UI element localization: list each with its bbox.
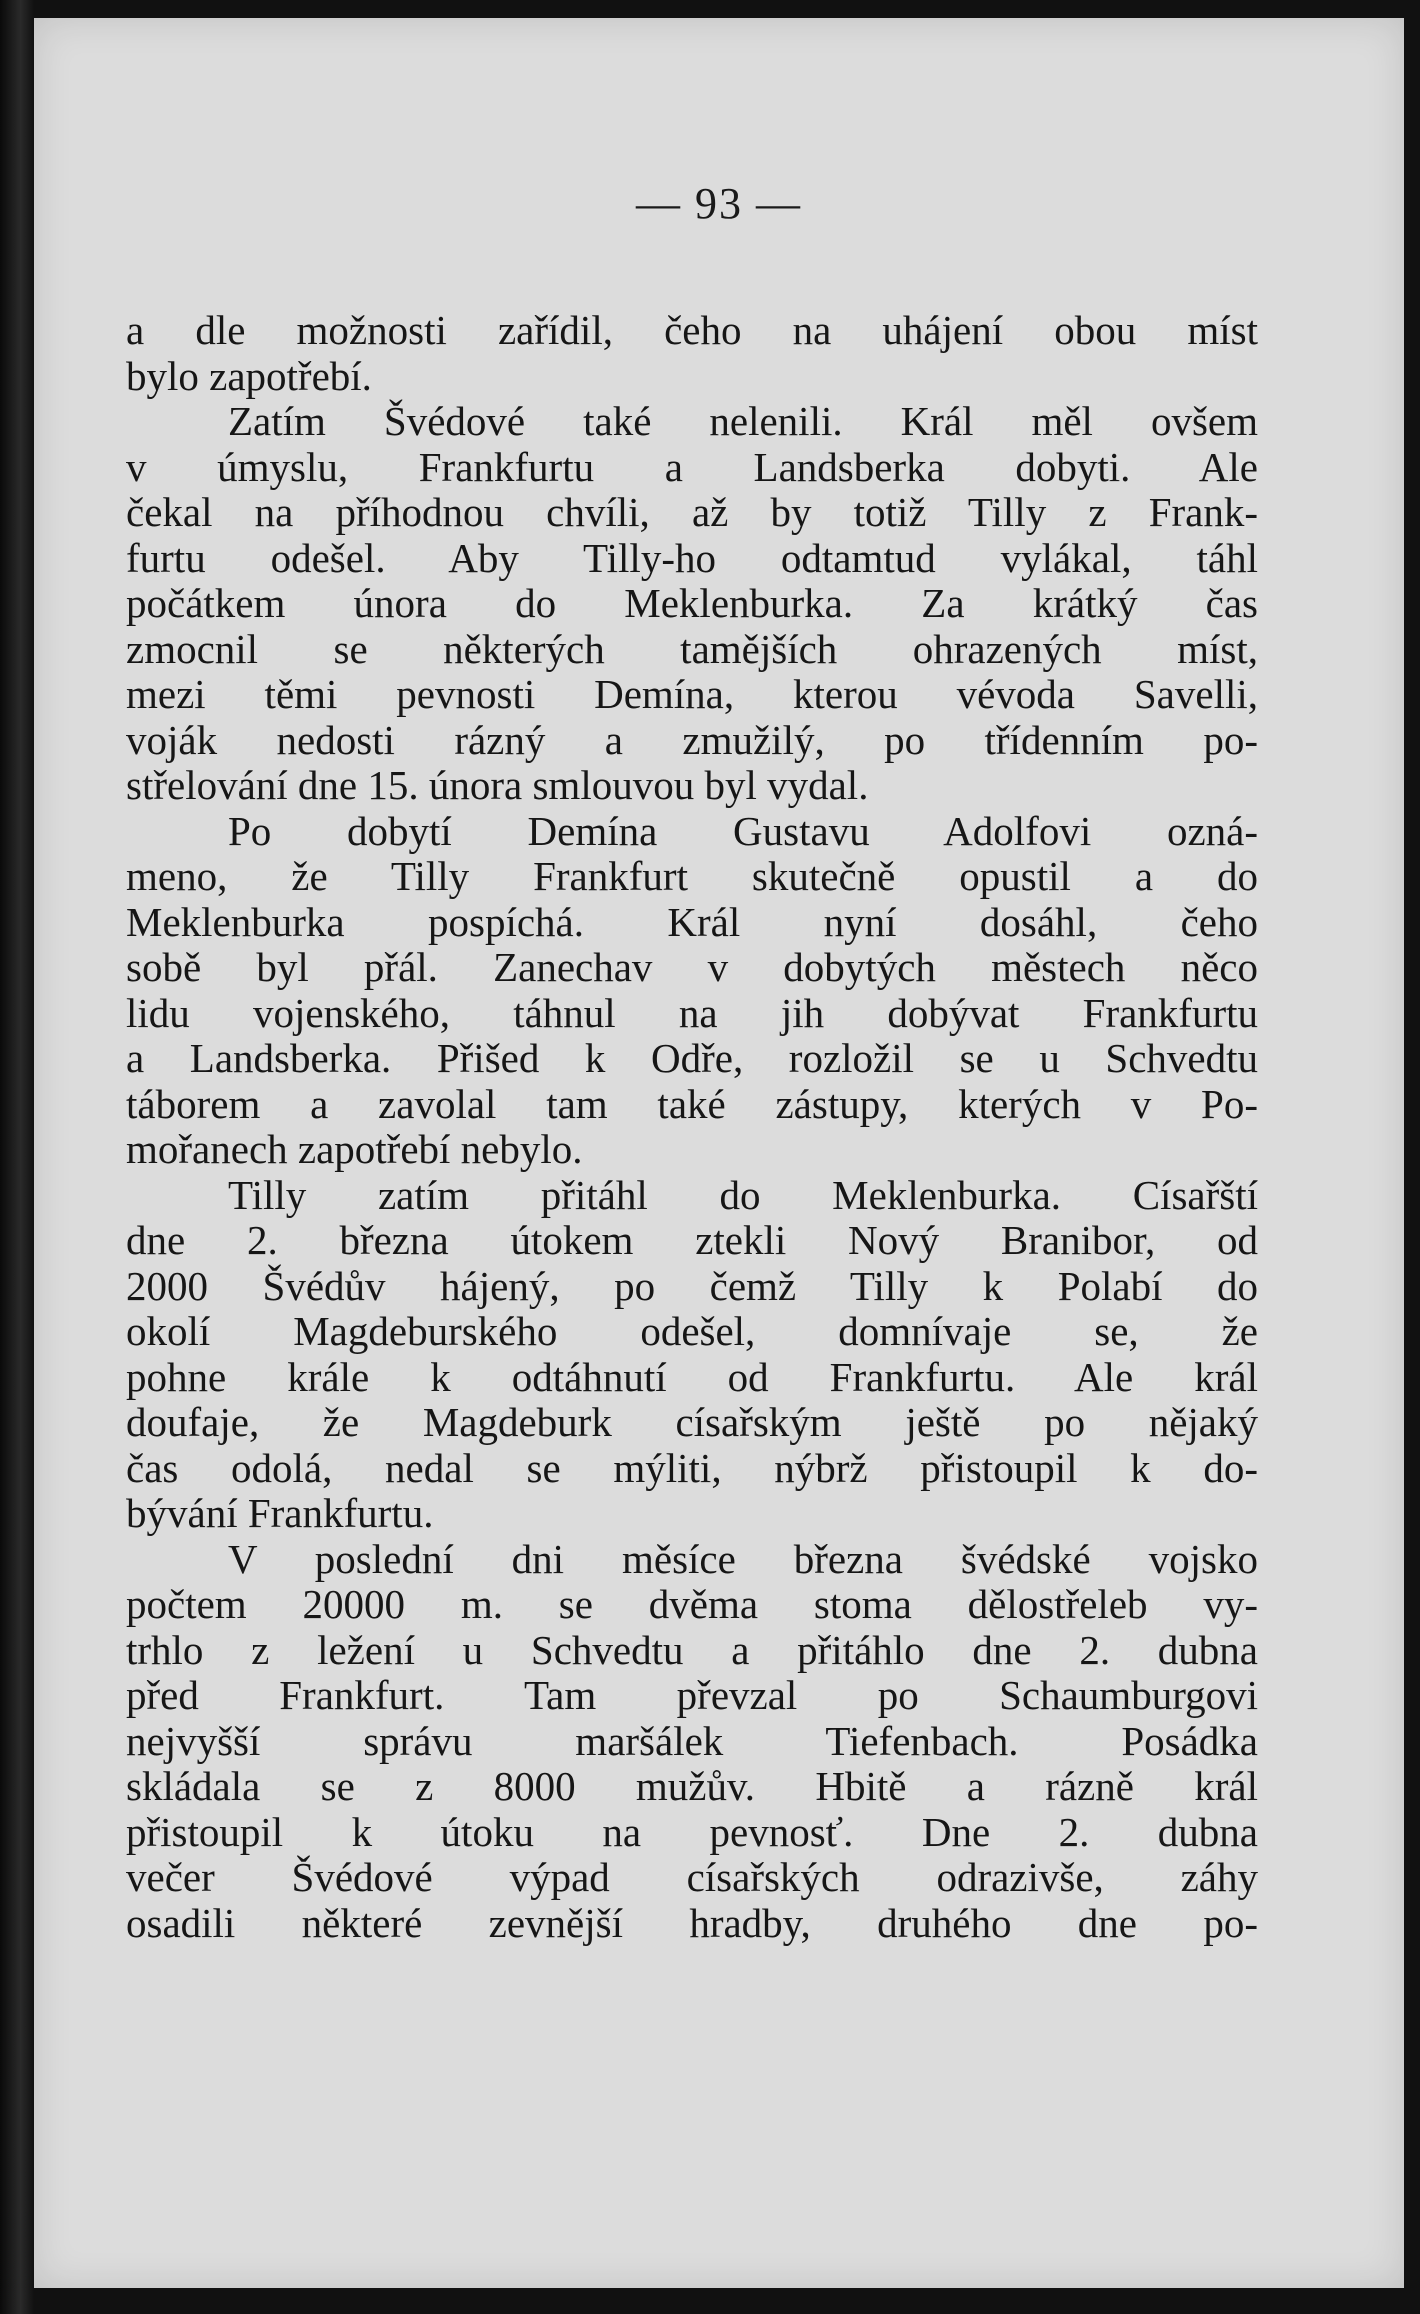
text-line: Meklenburka pospíchá. Král nyní dosáhl, čeho — [126, 898, 1258, 945]
text-line: střelování dne 15. února smlouvou byl vydal. — [126, 762, 869, 808]
text-line: v úmyslu, Frankfurtu a Landsberka dobyti. Ale — [126, 443, 1258, 490]
text-line: čas odolá, nedal se mýliti, nýbrž přistoupil k do- — [126, 1444, 1258, 1491]
text-line: před Frankfurt. Tam převzal po Schaumburgovi — [126, 1672, 1258, 1718]
body-text — [126, 308, 1258, 1946]
text-line: Tilly zatím přitáhl do Meklenburka. Císařští — [228, 1171, 1258, 1218]
text-line: nejvyšší správu maršálek Tiefenbach. Posádka — [126, 1717, 1258, 1764]
text-line: mořanech zapotřebí nebylo. — [126, 1126, 583, 1172]
text-line: sobě byl přál. Zanechav v dobytých městech něco — [126, 944, 1258, 990]
text-line: lidu vojenského, táhnul na jih dobývat Frankfurtu — [126, 989, 1258, 1036]
text-line: skládala se z 8000 mužův. Hbitě a rázně král — [126, 1763, 1258, 1809]
text-line: furtu odešel. Aby Tilly-ho odtamtud vylákal, táhl — [126, 534, 1258, 581]
text-line: dne 2. března útokem ztekli Nový Branibor, od — [126, 1217, 1258, 1263]
text-line: přistoupil k útoku na pevnosť. Dne 2. dubna — [126, 1808, 1258, 1855]
book-page — [34, 18, 1404, 2288]
text-line: bývání Frankfurtu. — [126, 1490, 434, 1536]
text-line: meno, že Tilly Frankfurt skutečně opustil a do — [126, 853, 1258, 899]
text-line: počátkem února do Meklenburka. Za krátký čas — [126, 580, 1258, 626]
text-line: táborem a zavolal tam také zástupy, kterých v Po- — [126, 1080, 1258, 1127]
text-line: a Landsberka. Přišed k Odře, rozložil se u Schvedtu — [126, 1035, 1258, 1081]
text-line: a dle možnosti zařídil, čeho na uhájení obou míst — [126, 307, 1258, 353]
text-line: 2000 Švédův hájený, po čemž Tilly k Polabí do — [126, 1262, 1258, 1309]
text-line: V poslední dni měsíce března švédské vojsko — [228, 1535, 1258, 1582]
text-line: čekal na příhodnou chvíli, až by totiž Tilly z Frank- — [126, 489, 1258, 535]
text-line: počtem 20000 m. se dvěma stoma dělostřeleb vy- — [126, 1581, 1258, 1627]
text-line: večer Švédové výpad císařských odrazivše, záhy — [126, 1854, 1258, 1900]
text-line: bylo zapotřebí. — [126, 352, 372, 399]
text-line: pohne krále k odtáhnutí od Frankfurtu. Ale král — [126, 1353, 1258, 1400]
text-line: Po dobytí Demína Gustavu Adolfovi ozná- — [228, 807, 1258, 854]
text-line: trhlo z ležení u Schvedtu a přitáhlo dne 2. dubna — [126, 1626, 1258, 1673]
text-line: mezi těmi pevnosti Demína, kterou vévoda Savelli, — [126, 671, 1258, 717]
book-binding-edge — [0, 0, 34, 2314]
text-line: Zatím Švédové také nelenili. Král měl ovšem — [228, 398, 1258, 444]
page-number: — 93 — — [636, 179, 802, 228]
text-line: okolí Magdeburského odešel, domnívaje se, že — [126, 1308, 1258, 1354]
text-line: zmocnil se některých tamějších ohrazených míst, — [126, 625, 1258, 672]
text-line: voják nedosti rázný a zmužilý, po třídenním po- — [126, 716, 1258, 763]
text-line: doufaje, že Magdeburk císařským ještě po nějaký — [126, 1399, 1258, 1445]
text-line: osadili některé zevnější hradby, druhého dne po- — [126, 1899, 1258, 1946]
